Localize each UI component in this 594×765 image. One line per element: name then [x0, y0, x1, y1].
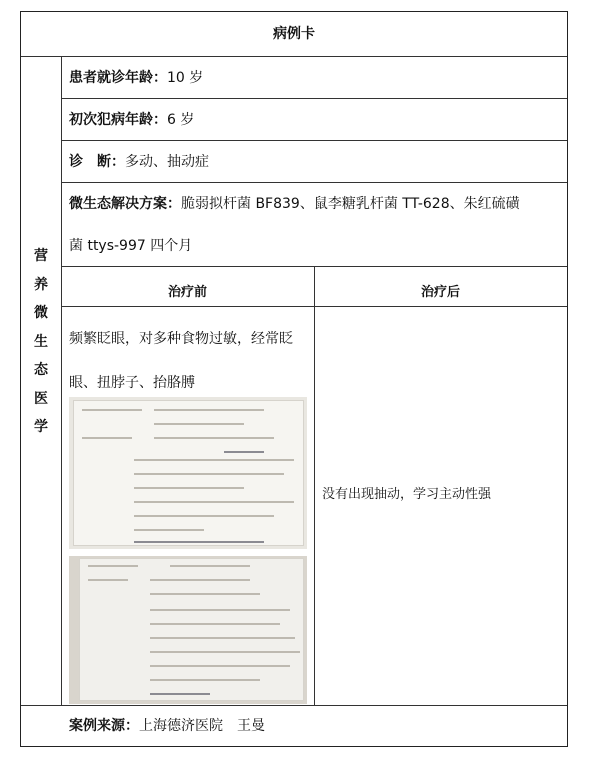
solution-line-2: 菌 ttys-997 四个月 [69, 238, 193, 254]
onset-age-value: 6 岁 [167, 112, 195, 128]
side-label-char: 学 [34, 419, 48, 435]
medical-record-photo-2 [69, 556, 307, 704]
side-label-char: 医 [34, 390, 48, 407]
header-after: 治疗后 [420, 285, 460, 300]
after-treatment-text: 没有出现抽动，学习主动性强 [322, 487, 492, 502]
solution-row-continued [69, 235, 192, 255]
onset-age-label: 初次犯病年龄： [69, 112, 167, 128]
case-source-value: 上海德济医院 王曼 [139, 718, 265, 734]
onset-age-row [69, 109, 194, 129]
header-before: 治疗前 [167, 285, 207, 300]
diagnosis-label: 诊 断： [69, 154, 125, 170]
solution-line-1: 脆弱拟杆菌 BF839、鼠李糖乳杆菌 TT-628、朱红硫磺 [181, 196, 520, 212]
medical-record-photo-1 [69, 397, 307, 549]
patient-age-row [69, 67, 203, 87]
side-label-char: 生 [34, 333, 48, 350]
diagnosis-value: 多动、抽动症 [125, 154, 209, 170]
diagnosis-row [69, 151, 209, 171]
solution-row [69, 193, 520, 213]
case-source-label: 案例来源： [69, 718, 139, 734]
side-label-char: 微 [34, 305, 48, 321]
case-source-row [69, 715, 265, 735]
patient-age-value: 10 岁 [167, 70, 204, 86]
side-label-char: 营 [34, 248, 48, 264]
side-label-char: 态 [34, 362, 48, 378]
case-card [20, 11, 568, 747]
patient-age-label: 患者就诊年龄： [69, 70, 167, 86]
side-label-char: 养 [34, 276, 48, 293]
side-label [21, 56, 61, 705]
card-title: 病例卡 [273, 26, 315, 42]
solution-label: 微生态解决方案： [69, 196, 181, 212]
before-treatment-text: 频繁眨眼，对多种食物过敏，经常眨眼、扭脖子、抬胳膊 [69, 331, 293, 391]
